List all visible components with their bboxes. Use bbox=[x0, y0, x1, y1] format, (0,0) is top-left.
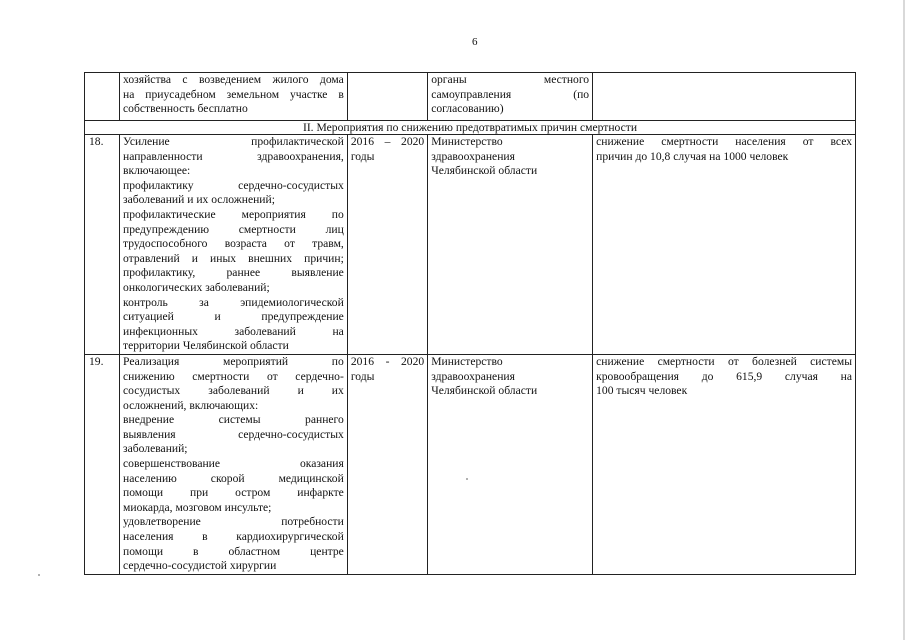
row-number: 18. bbox=[85, 135, 120, 355]
text-line: причин до 10,8 случая на 1000 человек bbox=[596, 149, 789, 163]
measures-table bbox=[84, 72, 856, 575]
text-line: предупреждению смертности лиц bbox=[123, 222, 344, 236]
text-line: территории Челябинской области bbox=[123, 339, 289, 353]
text-line: направленности здравоохранения, bbox=[123, 149, 344, 163]
text-line: хозяйства с возведением жилого дома bbox=[123, 73, 344, 86]
text-line: снижение смертности от болезней системы bbox=[596, 354, 852, 368]
text-line: профилактические мероприятия по bbox=[123, 207, 344, 221]
executor-cell bbox=[428, 135, 593, 355]
text-line: кровообращения до 615,9 случая на bbox=[596, 369, 852, 383]
text-line: здравоохранения bbox=[431, 369, 515, 383]
text-line: Реализация мероприятий по bbox=[123, 354, 344, 368]
text-line: ситуацией и предупреждение bbox=[123, 310, 344, 324]
text-line: миокарда, мозговом инсульте; bbox=[123, 500, 272, 514]
table-row bbox=[85, 73, 856, 121]
text-line: выявления сердечно-сосудистых bbox=[123, 427, 344, 441]
text-line: Министерство bbox=[431, 354, 503, 368]
text-line: снижению смертности от сердечно- bbox=[123, 369, 344, 383]
row-number: 19. bbox=[85, 354, 120, 574]
scan-speck bbox=[466, 478, 468, 480]
text-line: онкологических заболеваний; bbox=[123, 280, 270, 294]
text-line: сосудистых заболеваний и их bbox=[123, 384, 344, 398]
text-line: органы местного bbox=[431, 73, 590, 86]
text-line: инфекционных заболеваний на bbox=[123, 324, 344, 338]
result-cell bbox=[593, 354, 856, 574]
text-line: согласованию) bbox=[431, 102, 504, 116]
text-line: Министерство bbox=[431, 135, 503, 148]
text-line: самоуправления (по bbox=[431, 87, 590, 101]
text-line: совершенствование оказания bbox=[123, 457, 344, 471]
text-line: заболеваний; bbox=[123, 442, 188, 456]
text-line: осложнений, включающих: bbox=[123, 398, 259, 412]
text-line: контроль за эпидемиологической bbox=[123, 295, 344, 309]
result-cell bbox=[593, 135, 856, 355]
text-line: профилактику, раннее выявление bbox=[123, 266, 344, 280]
text-line: населению скорой медицинской bbox=[123, 471, 344, 485]
text-line: собственность бесплатно bbox=[123, 102, 248, 116]
measure-cell bbox=[120, 135, 348, 355]
text-line: снижение смертности населения от всех bbox=[596, 135, 852, 148]
text-line: помощи в областном центре bbox=[123, 544, 344, 558]
scan-speck bbox=[38, 574, 40, 576]
text-line: внедрение системы раннего bbox=[123, 413, 344, 427]
text-line: заболеваний и их осложнений; bbox=[123, 193, 275, 207]
text-line: помощи при остром инфаркте bbox=[123, 486, 344, 500]
text-line: отравлений и иных внешних причин; bbox=[123, 251, 344, 265]
text-line: удовлетворение потребности bbox=[123, 515, 344, 529]
text-line: Челябинской области bbox=[431, 164, 538, 178]
section-title: II. Мероприятия по снижению предотвратимых причин смертности bbox=[85, 121, 856, 135]
executor-cell bbox=[428, 73, 593, 121]
executor-cell bbox=[428, 354, 593, 574]
text-line: трудоспособного возраста от травм, bbox=[123, 237, 344, 251]
text-line: профилактику сердечно-сосудистых bbox=[123, 178, 344, 192]
term-cell bbox=[347, 73, 427, 121]
text-line: на приусадебном земельном участке в bbox=[123, 87, 344, 101]
text-line: включающее: bbox=[123, 164, 191, 178]
text-line: 2016 - 2020 bbox=[350, 354, 425, 368]
text-line: годы bbox=[350, 149, 375, 163]
table-row bbox=[85, 354, 856, 574]
text-line: Усиление профилактической bbox=[123, 135, 344, 148]
measure-cell bbox=[120, 354, 348, 574]
text-line: 100 тысяч человек bbox=[596, 384, 688, 398]
page-number: 6 bbox=[472, 36, 478, 48]
text-line: здравоохранения bbox=[431, 149, 515, 163]
number-cell bbox=[85, 73, 120, 121]
result-cell bbox=[593, 73, 856, 121]
text-line: Челябинской области bbox=[431, 384, 538, 398]
term-cell bbox=[347, 135, 427, 355]
table-row bbox=[85, 135, 856, 355]
section-header-row bbox=[85, 121, 856, 135]
term-cell bbox=[347, 354, 427, 574]
text-line: населения в кардиохирургической bbox=[123, 530, 344, 544]
text-line: годы bbox=[350, 369, 375, 383]
text-line: сердечно-сосудистой хирургии bbox=[123, 559, 277, 573]
measure-cell bbox=[120, 73, 348, 121]
text-line: 2016 – 2020 bbox=[350, 135, 425, 148]
